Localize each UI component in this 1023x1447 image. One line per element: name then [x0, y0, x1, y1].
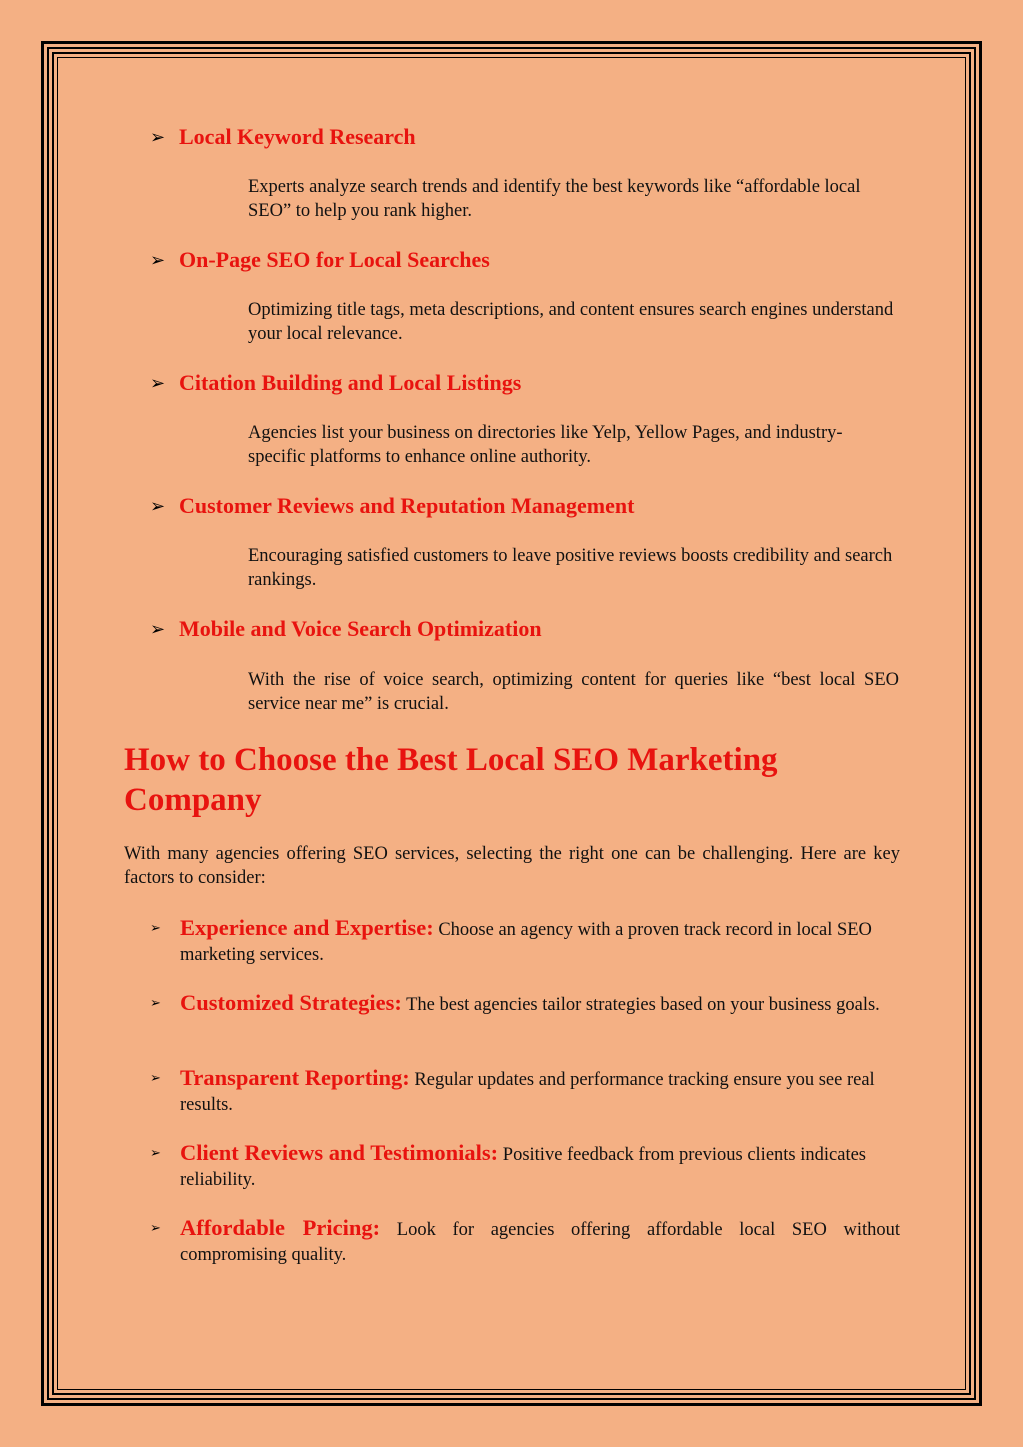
section-title: How to Choose the Best Local SEO Marketing Company	[124, 742, 778, 818]
feature-heading-customer-reviews	[150, 493, 634, 519]
small-arrowhead-bullet-icon: ➢	[150, 1146, 161, 1161]
feature-heading-mobile-voice-search	[150, 616, 542, 642]
arrowhead-bullet-icon: ➢	[150, 127, 166, 148]
small-arrowhead-bullet-icon: ➢	[150, 996, 161, 1011]
arrowhead-bullet-icon: ➢	[150, 496, 166, 517]
arrowhead-bullet-icon: ➢	[150, 619, 166, 640]
feature-title: On-Page SEO for Local Searches	[179, 247, 490, 272]
factor-text: The best agencies tailor strategies based on your business goals.	[406, 995, 880, 1015]
feature-description: Optimizing title tags, meta descriptions, and content ensures search engines understand your local relevance.	[248, 300, 894, 344]
feature-title: Mobile and Voice Search Optimization	[179, 616, 542, 641]
factor-label: Transparent Reporting:	[180, 1065, 410, 1090]
arrowhead-bullet-icon: ➢	[150, 250, 166, 271]
factor-text: Look for agencies offering affordable local SEO without compromising quality.	[180, 1220, 900, 1265]
factor-item	[150, 1065, 900, 1117]
feature-description: With the rise of voice search, optimizing content for queries like “best local SEO service near me” is crucial.	[248, 670, 899, 714]
feature-description: Encouraging satisfied customers to leave positive reviews boosts credibility and search rankings.	[248, 546, 893, 590]
factor-text: Choose an agency with a proven track record in local SEO marketing services.	[180, 920, 872, 965]
factor-item	[150, 1215, 900, 1267]
factor-label: Experience and Expertise:	[180, 915, 434, 940]
factor-text: Regular updates and performance tracking ensure you see real results.	[180, 1070, 875, 1115]
small-arrowhead-bullet-icon: ➢	[150, 1071, 161, 1086]
factor-item	[150, 915, 900, 967]
factor-label: Client Reviews and Testimonials:	[180, 1140, 499, 1165]
small-arrowhead-bullet-icon: ➢	[150, 1221, 161, 1236]
feature-title: Citation Building and Local Listings	[179, 370, 522, 395]
feature-title: Customer Reviews and Reputation Management	[179, 493, 635, 518]
arrowhead-bullet-icon: ➢	[150, 373, 166, 394]
feature-heading-citation-building	[150, 370, 521, 396]
factor-label: Customized Strategies:	[180, 990, 402, 1015]
factor-label: Affordable Pricing:	[180, 1215, 381, 1240]
feature-title: Local Keyword Research	[179, 124, 416, 149]
factor-item	[150, 1140, 900, 1192]
section-intro: With many agencies offering SEO services, selecting the right one can be challenging. Here are key factors to consider:	[124, 844, 900, 888]
feature-description: Experts analyze search trends and identify the best keywords like “affordable local SEO” to help you rank higher.	[248, 177, 861, 221]
page-border	[41, 41, 982, 1406]
factor-item	[150, 990, 900, 1018]
factor-text: Positive feedback from previous clients indicates reliability.	[180, 1145, 866, 1190]
feature-description: Agencies list your business on directories like Yelp, Yellow Pages, and industry-specific platforms to enhance online authority.	[248, 423, 843, 467]
small-arrowhead-bullet-icon: ➢	[150, 921, 161, 936]
feature-heading-local-keyword-research	[150, 124, 416, 150]
feature-heading-on-page-seo	[150, 247, 490, 273]
